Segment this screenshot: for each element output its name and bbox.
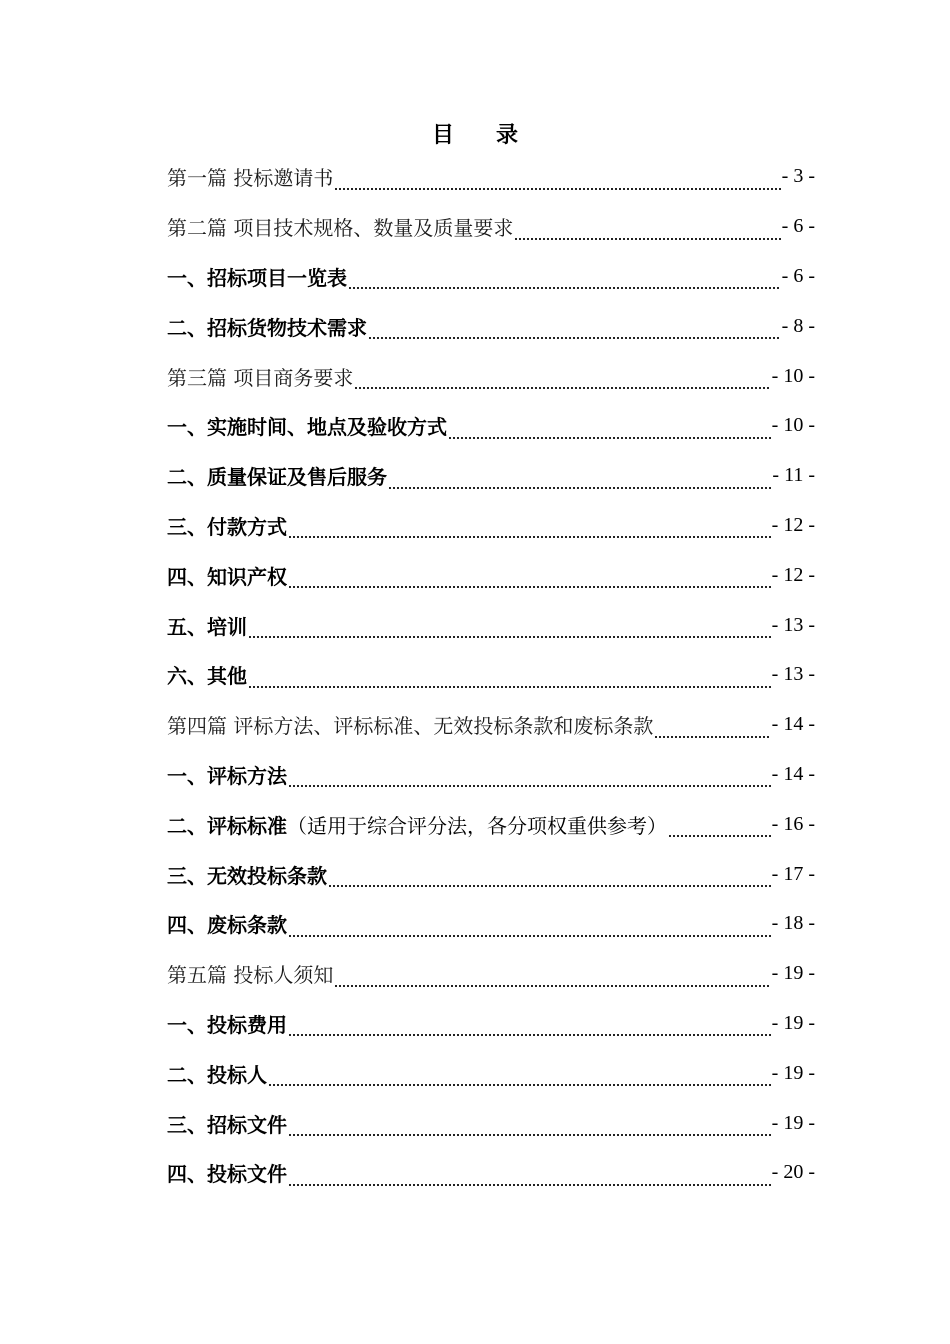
toc-entry-label: 一、实施时间、地点及验收方式 [167,415,447,440]
toc-section-entry[interactable] [167,1148,815,1198]
toc-entry-title [167,561,287,590]
toc-page-number: - 14 - [771,762,815,785]
toc-entry-label: 二、招标货物技术需求 [167,315,367,340]
toc-part-entry[interactable] [167,202,815,252]
toc-dot-leader [668,818,771,838]
toc-entry-label: 一、招标项目一览表 [167,265,347,290]
toc-entry-label: 三、无效投标条款 [167,863,327,888]
toc-title-left: 目 [431,123,454,148]
toc-section-entry[interactable] [167,650,815,700]
toc-dot-leader [288,569,771,589]
toc-dot-leader [268,1067,771,1087]
toc-page-number: - 19 - [771,1111,815,1134]
toc-section-entry[interactable] [167,1048,815,1098]
toc-section-entry[interactable] [167,401,815,451]
toc-list [167,152,815,1198]
toc-dot-leader [654,719,770,739]
toc-section-entry[interactable] [167,451,815,501]
toc-dot-leader [248,669,771,689]
toc-page-number: - 18 - [771,912,815,935]
toc-entry-title [167,362,353,391]
toc-dot-leader [354,370,770,390]
toc-section-entry[interactable] [167,999,815,1049]
toc-entry-title [167,660,247,689]
toc-dot-leader [288,1017,771,1037]
toc-entry-title [167,461,387,490]
toc-page-number: - 8 - [781,314,815,337]
toc-page-number: - 20 - [771,1161,815,1184]
toc-dot-leader [368,320,781,340]
toc-entry-title [167,710,653,739]
toc-page-number: - 17 - [771,862,815,885]
toc-entry-label: 三、付款方式 [167,514,287,539]
toc-entry-label: 二、评标标准 [167,813,287,838]
toc-entry-label: 一、评标方法 [167,763,287,788]
toc-part-entry[interactable] [167,351,815,401]
toc-section-entry[interactable] [167,799,815,849]
toc-page-number: - 10 - [771,364,815,387]
toc-page-number: - 10 - [771,414,815,437]
toc-entry-label: 四、知识产权 [167,564,287,589]
toc-section-entry[interactable] [167,1098,815,1148]
toc-section-entry[interactable] [167,849,815,899]
toc-part-entry[interactable] [167,152,815,202]
toc-section-entry[interactable] [167,252,815,302]
toc-page-number: - 6 - [781,264,815,287]
toc-entry-title [167,511,287,540]
toc-dot-leader [334,968,770,988]
toc-section-entry[interactable] [167,750,815,800]
toc-title [0,120,950,152]
toc-page-number: - 16 - [771,812,815,835]
toc-section-entry[interactable] [167,301,815,351]
toc-page-number: - 11 - [772,464,815,487]
toc-entry-title [167,1109,287,1138]
toc-dot-leader [448,420,771,440]
toc-entry-title [167,312,367,341]
toc-entry-title [167,1158,287,1187]
toc-entry-title [167,860,327,889]
toc-entry-label: 第四篇 评标方法、评标标准、无效投标条款和废标条款 [167,714,654,739]
toc-page-number: - 19 - [771,1061,815,1084]
toc-title-right: 录 [496,123,519,148]
toc-dot-leader [348,270,781,290]
toc-dot-leader [288,768,771,788]
toc-entry-label: 六、其他 [167,664,247,689]
toc-entry-title [167,1059,267,1088]
toc-entry-label: 二、质量保证及售后服务 [167,465,387,490]
toc-page-number: - 6 - [781,215,815,238]
toc-entry-title [167,162,333,191]
toc-entry-label: 一、投标费用 [167,1012,287,1037]
toc-section-entry[interactable] [167,600,815,650]
toc-dot-leader [288,519,771,539]
toc-part-entry[interactable] [167,700,815,750]
toc-dot-leader [288,1117,771,1137]
toc-part-entry[interactable] [167,949,815,999]
toc-entry-label: 四、废标条款 [167,913,287,938]
toc-entry-title [167,1009,287,1038]
toc-entry-title [167,262,347,291]
toc-dot-leader [334,171,780,191]
toc-entry-label: 二、投标人 [167,1062,267,1087]
toc-entry-title [167,611,247,640]
toc-entry-note: （适用于综合评分法，各分项权重供参考） [287,813,667,838]
toc-section-entry[interactable] [167,899,815,949]
toc-page-number: - 19 - [771,1011,815,1034]
toc-entry-title [167,212,513,241]
toc-dot-leader [288,918,771,938]
toc-dot-leader [288,1167,771,1187]
toc-page-number: - 12 - [771,563,815,586]
toc-section-entry[interactable] [167,550,815,600]
toc-entry-title [167,810,667,839]
toc-page-number: - 13 - [771,613,815,636]
toc-entry-title [167,411,447,440]
toc-entry-title [167,959,333,988]
toc-dot-leader [514,221,780,241]
toc-entry-label: 四、投标文件 [167,1162,287,1187]
toc-entry-label: 五、培训 [167,614,247,639]
toc-entry-label: 第二篇 项目技术规格、数量及质量要求 [167,216,514,241]
toc-dot-leader [388,470,771,490]
toc-entry-label: 第五篇 投标人须知 [167,963,334,988]
toc-dot-leader [328,868,771,888]
toc-dot-leader [248,619,771,639]
toc-section-entry[interactable] [167,501,815,551]
toc-entry-title [167,760,287,789]
toc-entry-label: 三、招标文件 [167,1112,287,1137]
toc-page-number: - 13 - [771,663,815,686]
toc-page-number: - 19 - [771,962,815,985]
toc-page-number: - 3 - [781,165,815,188]
toc-page-number: - 14 - [771,713,815,736]
toc-entry-label: 第一篇 投标邀请书 [167,166,334,191]
toc-entry-label: 第三篇 项目商务要求 [167,365,354,390]
toc-entry-title [167,909,287,938]
toc-page-number: - 12 - [771,513,815,536]
